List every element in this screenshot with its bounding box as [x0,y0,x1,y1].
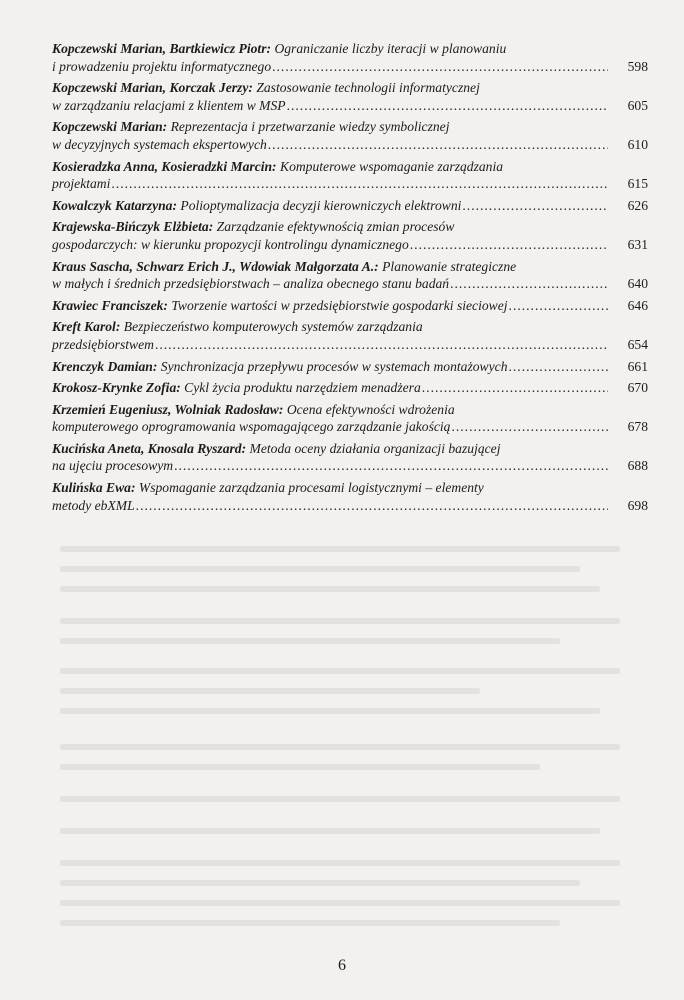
toc-entry [52,158,648,193]
dot-leader [509,297,608,315]
dot-leader [268,136,608,154]
toc-entry [52,358,648,376]
entry-authors: Krokosz-Krynke Zofia: [52,380,181,396]
entry-title: Ograniczanie liczby iteracji w planowaniu [274,41,507,56]
entry-authors: Kreft Karol: [52,319,121,335]
entry-title: Wspomaganie zarządzania procesami logistycznymi – elementy [138,480,484,496]
entry-title-continued: projektami [52,176,111,192]
entry-title: Reprezentacja i przetwarzanie wiedzy symbolicznej [170,119,450,135]
entry-authors: Kopczewski Marian, Korczak Jerzy: [52,80,253,96]
dot-leader [451,418,608,436]
entry-title: Zastosowanie technologii informatycznej [256,80,480,96]
entry-title-continued: w zarządzaniu relacjami z klientem w MSP [52,97,286,113]
entry-title-continued: komputerowego oprogramowania wspomagającego zarządzanie jakością [52,419,451,435]
dot-leader [272,58,608,76]
entry-title: Komputerowe wspomaganie zarządzania [280,158,504,174]
entry-authors: Kopczewski Marian, Bartkiewicz Piotr: [52,41,272,56]
entry-title: Tworzenie wartości w przedsiębiorstwie gospodarki sieciowej [171,297,508,313]
toc-entry [52,479,648,514]
entry-title-continued: w decyzyjnych systemach ekspertowych [52,136,267,152]
page-number: 6 [338,957,346,974]
toc-entry [52,379,648,397]
entry-page-number: 698 [627,497,648,513]
entry-authors: Krajewska-Bińczyk Elżbieta: [52,219,214,235]
entry-authors: Kowalczyk Katarzyna: [52,197,177,213]
entry-title-continued: i prowadzeniu projektu informatycznego [52,58,272,74]
entry-authors: Kraus Sascha, Schwarz Erich J., Wdowiak Małgorzata A.: [52,258,379,274]
entry-page-number: 678 [627,419,648,435]
toc-entry [52,297,648,315]
entry-title-continued: przedsiębiorstwem [52,336,154,352]
entry-page-number: 605 [627,97,648,113]
table-of-contents [52,40,648,518]
toc-entry [52,40,648,75]
dot-leader [462,197,608,215]
entry-authors: Kulińska Ewa: [52,480,136,496]
entry-authors: Krenczyk Damian: [52,358,158,374]
entry-page-number: 688 [627,458,648,474]
entry-page-number: 626 [627,197,648,213]
entry-title: Synchronizacja przepływu procesów w systemach montażowych [160,358,508,374]
entry-title-continued: gospodarczych: w kierunku propozycji kontrolingu dynamicznego [52,236,409,252]
entry-page-number: 631 [627,236,648,252]
entry-title: Polioptymalizacja decyzji kierowniczych elektrowni [180,197,462,213]
toc-entry [52,79,648,114]
entry-title: Metoda oceny działania organizacji bazującej [249,440,501,456]
entry-page-number: 654 [627,336,648,352]
dot-leader [287,97,608,115]
entry-page-number: 670 [627,380,648,396]
entry-page-number: 661 [627,358,648,374]
entry-page-number: 640 [627,276,648,292]
toc-entry [52,258,648,293]
dot-leader [450,275,608,293]
toc-entry [52,401,648,436]
toc-entry [52,440,648,475]
entry-title-continued: na ujęciu procesowym [52,458,174,474]
entry-title: Cykl życia produktu narzędziem menadżera [184,380,421,396]
toc-entry [52,218,648,253]
entry-authors: Kopczewski Marian: [52,119,168,135]
entry-title: Ocena efektywności wdrożenia [286,401,455,417]
dot-leader [410,236,608,254]
dot-leader [136,497,608,515]
entry-authors: Krzemień Eugeniusz, Wolniak Radosław: [52,401,284,417]
entry-page-number: 610 [627,136,648,152]
entry-title: Planowanie strategiczne [382,258,517,274]
entry-page-number: 646 [627,297,648,313]
entry-page-number: 615 [627,176,648,192]
entry-authors: Kucińska Aneta, Knosala Ryszard: [52,440,247,456]
entry-title-continued: w małych i średnich przedsiębiorstwach – analiza obecnego stanu badań [52,276,450,292]
dot-leader [111,175,608,193]
dot-leader [509,358,609,376]
entry-authors: Krawiec Franciszek: [52,297,168,313]
toc-entry [52,118,648,153]
entry-title: Zarządzanie efektywnością zmian procesów [216,219,455,235]
entry-authors: Kosieradzka Anna, Kosieradzki Marcin: [52,158,277,174]
entry-page-number: 598 [627,58,648,74]
dot-leader [174,457,608,475]
entry-title: Bezpieczeństwo komputerowych systemów zarządzania [123,319,423,335]
toc-entry [52,197,648,215]
dot-leader [155,336,608,354]
dot-leader [422,379,608,397]
toc-entry [52,318,648,353]
entry-title-continued: metody ebXML [52,497,135,513]
